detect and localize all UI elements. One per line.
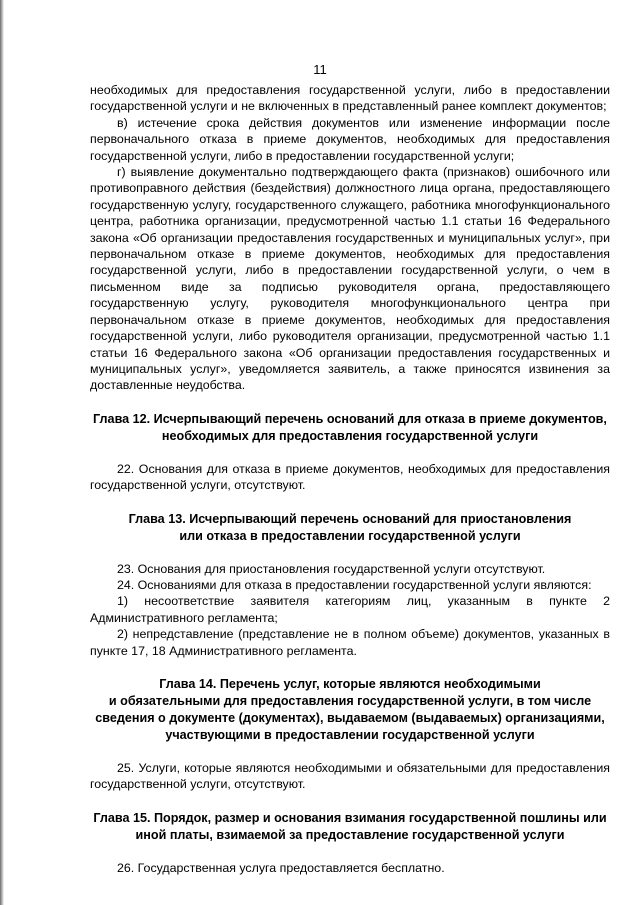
heading-line: Глава 14. Перечень услуг, которые являются необходимыми <box>159 676 541 691</box>
scan-edge <box>0 0 4 905</box>
chapter-13-heading <box>90 511 610 545</box>
paragraph-22: 22. Основания для отказа в приеме документов, необходимых для предоставления государственной услуги, отсутствуют. <box>90 461 610 493</box>
heading-line: Глава 15. Порядок, размер и основания взимания государственной пошлины или <box>93 810 607 825</box>
heading-line: Глава 13. Исчерпывающий перечень оснований для приостановления <box>128 511 572 526</box>
paragraph-26: 26. Государственная услуга предоставляется бесплатно. <box>117 860 445 875</box>
paragraph-25: 25. Услуги, которые являются необходимыми и обязательными для предоставления государственной услуги, отсутствуют. <box>90 760 610 792</box>
paragraph-continuation: необходимых для предоставления государственной услуги, либо в предоставлении государственной услуги и не включенных в представленный ранее комплект документов; <box>90 83 610 114</box>
paragraph-24-1: 1) несоответствие заявителя категориям лиц, указанным в пункте 2 Административного регламента; <box>90 594 610 625</box>
heading-line: участвующими в предоставлении государственной услуги <box>165 727 535 742</box>
paragraph-item-v: в) истечение срока действия документов или изменение информации после первоначального отказа в приеме документов, необходимых для предоставления государственной услуги, либо в предоставлении государственной услуги; <box>90 115 610 163</box>
heading-line: иной платы, взимаемой за предоставление государственной услуги <box>135 827 565 842</box>
chapter-12-heading <box>90 411 610 445</box>
paragraph-24: 24. Основаниями для отказа в предоставлении государственной услуги являются: <box>117 577 592 592</box>
heading-line: Глава 12. Исчерпывающий перечень оснований для отказа в приеме документов, <box>93 411 607 426</box>
paragraph-24-2: 2) непредставление (представление не в полном объеме) документов, указанных в пункте 17, 18 Административного регламента. <box>90 627 610 658</box>
chapter-14-heading <box>90 676 610 744</box>
heading-line: необходимых для предоставления государственной услуги <box>161 428 539 443</box>
paragraph-23: 23. Основания для приостановления государственной услуги отсутствуют. <box>117 561 546 576</box>
heading-line: и обязательными для предоставления государственной услуги, в том числе <box>108 693 592 708</box>
chapter-15-heading <box>90 810 610 844</box>
heading-line: сведения о документе (документах), выдаваемом (выдаваемых) организациями, <box>95 710 605 725</box>
document-body <box>90 82 610 876</box>
heading-line: или отказа в предоставлении государственной услуги <box>179 528 521 543</box>
paragraph-item-g: г) выявление документально подтверждающего факта (признаков) ошибочного или противоправного действия (бездействия) должностного лица органа, предоставляющего государственную услугу, государственного служащего, работника многофункционального центра, работника организации, предусмотренной частью 1.1 статьи 16 Федерального закона «Об организации предоставления государственных и муниципальных услуг», при первоначальном отказе в приеме документов, необходимых для предоставления государственной услуги, либо в предоставлении государственной услуги, о чем в письменном виде за подписью руководителя органа, предоставляющего государственную услугу, руководителя многофункционального центра при первоначальном отказе в приеме документов, необходимых для предоставления государственной услуги, либо руководителя организации, предусмотренной частью 1.1 статьи 16 Федерального закона «Об организации предоставления государственных и муниципальных услуг», уведомляется заявитель, а также приносятся извинения за доставленные неудобства. <box>90 165 610 393</box>
page-number: 11 <box>313 62 327 77</box>
